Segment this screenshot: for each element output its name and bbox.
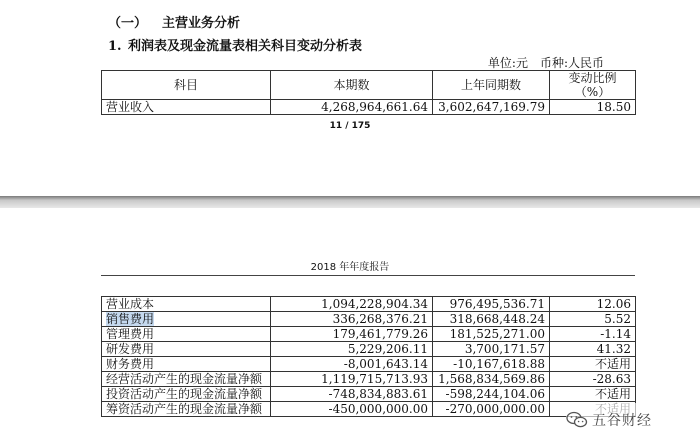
row-item: 投资活动产生的现金流量净额 xyxy=(102,387,271,402)
row-change: 18.50 xyxy=(550,100,636,115)
row-prior: 3,700,171.57 xyxy=(433,342,550,357)
report-title: 2018 年年度报告 xyxy=(310,262,390,273)
subsection-heading xyxy=(108,35,362,54)
table-row xyxy=(102,100,636,115)
row-current: 336,268,376.21 xyxy=(271,312,433,327)
highlighted-text: 销售费用 xyxy=(106,312,155,326)
header-item: 科目 xyxy=(102,71,271,100)
row-prior: -10,167,618.88 xyxy=(433,357,550,372)
subsection-title: 利润表及现金流量表相关科目变动分析表 xyxy=(128,39,363,54)
table-header-row xyxy=(102,71,636,100)
row-current: 179,461,779.26 xyxy=(271,327,433,342)
row-prior: 318,668,448.24 xyxy=(433,312,550,327)
subsection-number: 1. xyxy=(108,39,122,54)
header-current: 本期数 xyxy=(271,71,433,100)
row-prior: 181,525,271.00 xyxy=(433,327,550,342)
row-current: -450,000,000.00 xyxy=(271,402,433,417)
row-item xyxy=(102,312,271,327)
row-change: 5.52 xyxy=(550,312,636,327)
page-break xyxy=(0,196,700,208)
table-row xyxy=(102,357,636,372)
row-change: -28.63 xyxy=(550,372,636,387)
watermark-text: 五谷财经 xyxy=(592,412,652,429)
unit-line xyxy=(488,54,604,71)
row-current: 1,094,228,904.34 xyxy=(271,297,433,312)
row-prior: 1,568,834,569.86 xyxy=(433,372,550,387)
row-prior: -598,244,104.06 xyxy=(433,387,550,402)
watermark xyxy=(566,403,700,436)
table-row xyxy=(102,312,636,327)
row-current: -748,834,883.61 xyxy=(271,387,433,402)
row-current: 4,268,964,661.64 xyxy=(271,100,433,115)
row-item: 筹资活动产生的现金流量净额 xyxy=(102,402,271,417)
row-change: -1.14 xyxy=(550,327,636,342)
income-table-top xyxy=(101,70,636,115)
table-row xyxy=(102,297,636,312)
page-number: 11 / 175 xyxy=(329,121,371,131)
row-item: 财务费用 xyxy=(102,357,271,372)
section-label: （一） xyxy=(108,16,148,31)
row-item: 经营活动产生的现金流量净额 xyxy=(102,372,271,387)
header-change: 变动比例（%） xyxy=(550,71,636,100)
wechat-icon xyxy=(566,411,588,429)
table-row xyxy=(102,342,636,357)
section-heading xyxy=(108,12,240,31)
row-current: 5,229,206.11 xyxy=(271,342,433,357)
table-row xyxy=(102,402,636,417)
row-change: 41.32 xyxy=(550,342,636,357)
header-prior: 上年同期数 xyxy=(433,71,550,100)
row-change: 不适用 xyxy=(550,357,636,372)
row-prior: 976,495,536.71 xyxy=(433,297,550,312)
row-change: 12.06 xyxy=(550,297,636,312)
row-item: 管理费用 xyxy=(102,327,271,342)
section-title: 主营业务分析 xyxy=(162,16,241,31)
row-current: -8,001,643.14 xyxy=(271,357,433,372)
currency-label: 币种:人民币 xyxy=(539,56,604,70)
income-table-continued xyxy=(101,296,636,417)
header-rule xyxy=(101,275,635,276)
row-current: 1,119,715,713.93 xyxy=(271,372,433,387)
row-change: 不适用 xyxy=(550,387,636,402)
row-prior: 3,602,647,169.79 xyxy=(433,100,550,115)
unit-label: 单位:元 xyxy=(487,56,528,70)
row-prior: -270,000,000.00 xyxy=(433,402,550,417)
row-item: 研发费用 xyxy=(102,342,271,357)
table-row xyxy=(102,327,636,342)
row-item: 营业收入 xyxy=(102,100,271,115)
row-item: 营业成本 xyxy=(102,297,271,312)
table-row xyxy=(102,372,636,387)
table-row xyxy=(102,387,636,402)
